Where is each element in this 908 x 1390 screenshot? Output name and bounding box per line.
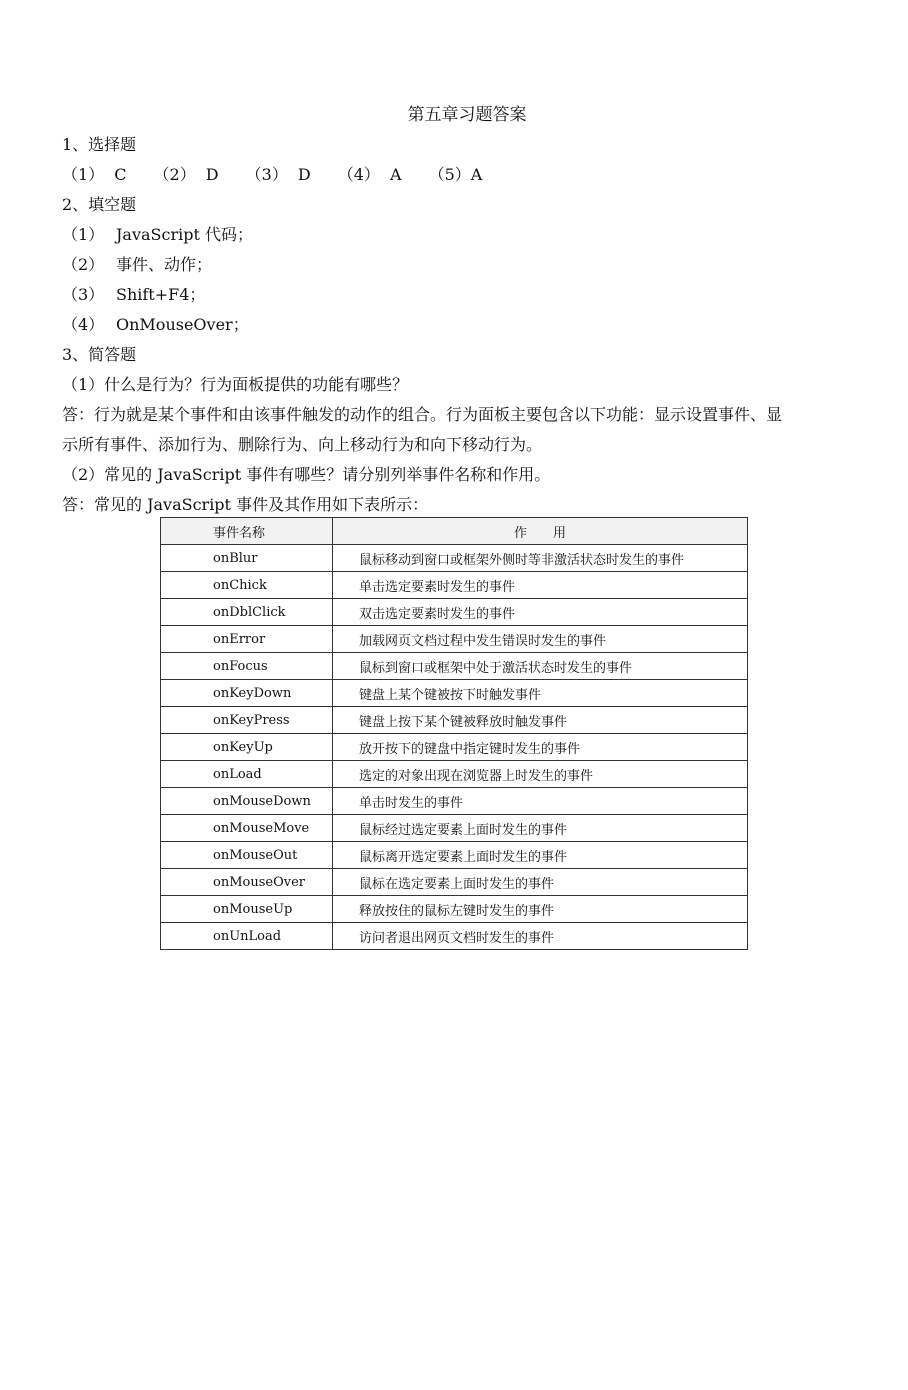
event-function-cell: 键盘上某个键被按下时触发事件 [333,680,748,707]
page-title: 第五章习题答案 [407,105,527,125]
event-function-cell: 加载网页文档过程中发生错误时发生的事件 [333,626,748,653]
event-name-cell: onKeyUp [161,734,333,761]
event-name-cell: onKeyPress [161,707,333,734]
fill-text: JavaScript 代码； [116,225,253,244]
event-function-cell: 访问者退出网页文档时发生的事件 [333,923,748,950]
table-row [161,896,748,923]
fill-label: （4） [62,315,105,334]
event-function-cell: 鼠标到窗口或框架中处于激活状态时发生的事件 [333,653,748,680]
section-heading-fill: 2、填空题 [62,195,137,214]
table-row [161,572,748,599]
fill-item [62,220,882,250]
table-row [161,869,748,896]
table-row [161,815,748,842]
fill-item [62,310,882,340]
answer-label: （1） [62,165,105,184]
answer-value: D [205,165,219,184]
answer-2: 答：常见的 JavaScript 事件及其作用如下表所示： [62,495,429,514]
answer-value: A [470,165,483,184]
table-row [161,761,748,788]
event-function-cell: 单击选定要素时发生的事件 [333,572,748,599]
table-row [161,680,748,707]
event-function-cell: 单击时发生的事件 [333,788,748,815]
event-name-cell: onMouseOver [161,869,333,896]
answer-label: （5） [428,165,471,184]
event-function-cell: 鼠标经过选定要素上面时发生的事件 [333,815,748,842]
table-row [161,734,748,761]
table-row [161,707,748,734]
header-event-name: 事件名称 [161,518,333,545]
choice-answers [62,160,882,190]
answer-1-line-2: 示所有事件、添加行为、删除行为、向上移动行为和向下移动行为。 [62,435,543,454]
answer-1-line-1: 答：行为就是某个事件和由该事件触发的动作的组合。行为面板主要包含以下功能：显示设置事件、显 [62,405,783,424]
event-name-cell: onDblClick [161,599,333,626]
event-name-cell: onUnLoad [161,923,333,950]
event-function-cell: 释放按住的鼠标左键时发生的事件 [333,896,748,923]
section-heading-choice: 1、选择题 [62,135,137,154]
question-1: （1）什么是行为？行为面板提供的功能有哪些？ [62,375,409,394]
event-name-cell: onChick [161,572,333,599]
table-row [161,923,748,950]
fill-label: （1） [62,225,105,244]
event-function-cell: 双击选定要素时发生的事件 [333,599,748,626]
event-function-cell: 鼠标离开选定要素上面时发生的事件 [333,842,748,869]
table-row [161,653,748,680]
event-name-cell: onKeyDown [161,680,333,707]
fill-item [62,280,882,310]
table-row [161,599,748,626]
fill-text: Shift+F4； [116,285,206,304]
table-header-row [161,518,748,545]
table-row [161,788,748,815]
event-name-cell: onMouseUp [161,896,333,923]
event-name-cell: onError [161,626,333,653]
fill-item [62,250,882,280]
event-name-cell: onMouseMove [161,815,333,842]
event-function-cell: 鼠标移动到窗口或框架外侧时等非激活状态时发生的事件 [333,545,748,572]
table-row [161,545,748,572]
events-table [160,517,748,950]
answer-value: A [389,165,402,184]
event-function-cell: 选定的对象出现在浏览器上时发生的事件 [333,761,748,788]
section-heading-short-answer: 3、简答题 [62,345,137,364]
event-function-cell: 鼠标在选定要素上面时发生的事件 [333,869,748,896]
event-name-cell: onFocus [161,653,333,680]
fill-text: 事件、动作； [116,255,213,274]
table-row [161,626,748,653]
event-name-cell: onBlur [161,545,333,572]
question-2: （2）常见的 JavaScript 事件有哪些？请分别列举事件名称和作用。 [62,465,551,484]
fill-text: OnMouseOver； [116,315,249,334]
event-function-cell: 放开按下的键盘中指定键时发生的事件 [333,734,748,761]
answer-label: （2） [153,165,196,184]
event-name-cell: onMouseDown [161,788,333,815]
fill-label: （3） [62,285,105,304]
answer-value: D [297,165,311,184]
answer-label: （4） [337,165,380,184]
header-function: 作 用 [333,518,748,545]
event-name-cell: onLoad [161,761,333,788]
answer-label: （3） [245,165,288,184]
fill-label: （2） [62,255,105,274]
document-page [62,100,882,520]
event-function-cell: 键盘上按下某个键被释放时触发事件 [333,707,748,734]
table-row [161,842,748,869]
event-name-cell: onMouseOut [161,842,333,869]
answer-value: C [114,165,127,184]
